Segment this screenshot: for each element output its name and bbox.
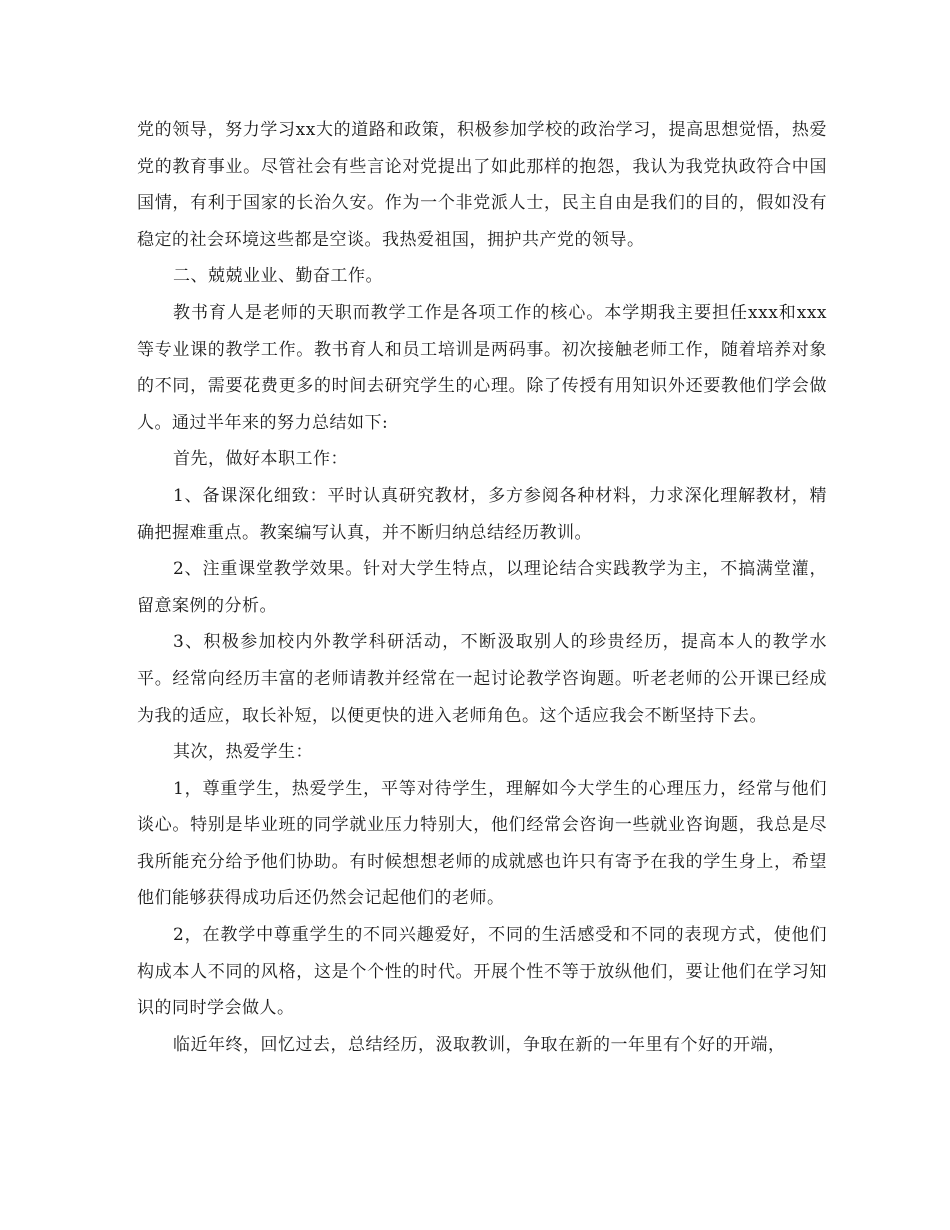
subheading-first-duty: 首先，做好本职工作：	[173, 449, 348, 470]
list-item-individuality: 2，在教学中尊重学生的不同兴趣爱好，不同的生活感受和不同的表现方式，使他们构成本人不同的风格，这是个个性的时代。开展个性不等于放纵他们，要让他们在学习知识的同时学会做人。	[137, 925, 827, 1019]
paragraph-party-leadership: 党的领导，努力学习xx大的道路和政策，积极参加学校的政治学习，提高思想觉悟，热爱党的教育事业。尽管社会有些言论对党提出了如此那样的抱怨，我认为我党执政符合中国国情，有利于国家的长治久安。作为一个非党派人士，民主自由是我们的目的，假如没有稳定的社会环境这些都是空谈。我热爱祖国，拥护共产党的领导。	[137, 120, 827, 250]
paragraph-teaching-core: 教书育人是老师的天职而教学工作是各项工作的核心。本学期我主要担任xxx和xxx等专业课的教学工作。教书育人和员工培训是两码事。初次接触老师工作，随着培养对象的不同，需要花费更多的时间去研究学生的心理。除了传授有用知识外还要教他们学会做人。通过半年来的努力总结如下:	[137, 302, 827, 433]
document-body	[137, 112, 827, 1063]
list-item-research-activities: 3、积极参加校内外教学科研活动，不断汲取别人的珍贵经历，提高本人的教学水平。经常向经历丰富的老师请教并经常在一起讨论教学咨询题。听老老师的公开课已经成为我的适应，取长补短，以便更快的进入老师角色。这个适应我会不断坚持下去。	[137, 632, 827, 726]
subheading-love-students: 其次，热爱学生：	[173, 742, 313, 763]
list-item-lesson-prep: 1、备课深化细致：平时认真研究教材，多方参阅各种材料，力求深化理解教材，精确把握难重点。教案编写认真，并不断归纳总结经历教训。	[137, 485, 827, 543]
section-heading-diligent-work: 二、兢兢业业、勤奋工作。	[173, 266, 383, 287]
paragraph-year-end: 临近年终，回忆过去，总结经历，汲取教训，争取在新的一年里有个好的开端，	[173, 1034, 786, 1055]
list-item-respect-students: 1，尊重学生，热爱学生，平等对待学生，理解如今大学生的心理压力，经常与他们谈心。特别是毕业班的同学就业压力特别大，他们经常会咨询一些就业咨询题，我总是尽我所能充分给予他们协助。有时候想想老师的成就感也许只有寄予在我的学生身上，希望他们能够获得成功后还仍然会记起他们的老师。	[137, 778, 827, 909]
list-item-classroom-effect: 2、注重课堂教学效果。针对大学生特点，以理论结合实践教学为主，不搞满堂灌，留意案例的分析。	[137, 559, 827, 616]
